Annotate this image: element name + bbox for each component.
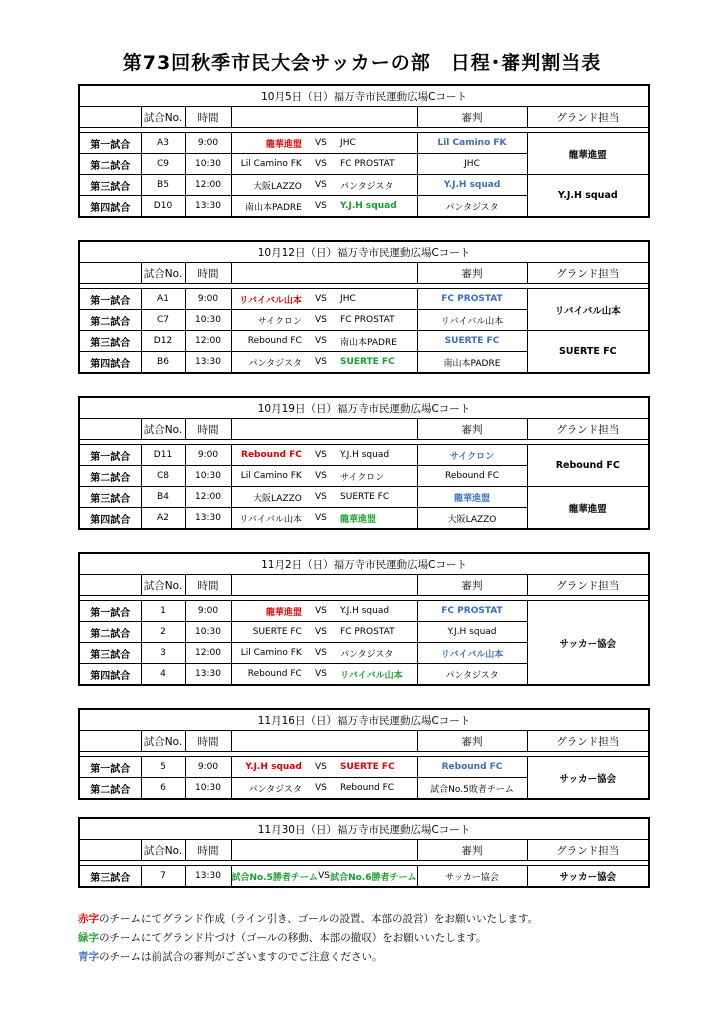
schedule-table bbox=[78, 708, 650, 800]
teams-cell bbox=[231, 133, 417, 154]
vs-label: VS bbox=[315, 648, 327, 658]
referee: FC PROSTAT bbox=[417, 601, 527, 622]
home-team: リバイバル山本 bbox=[239, 295, 302, 306]
header-blank bbox=[79, 575, 141, 596]
referee: パンタジスタ bbox=[417, 664, 527, 686]
ground-duty: リバイバル山本 bbox=[527, 289, 649, 331]
vs-label: VS bbox=[315, 336, 327, 346]
match-label: 第二試合 bbox=[79, 154, 141, 175]
teams-cell bbox=[231, 289, 417, 310]
home-team: 龍華進盟 bbox=[265, 607, 302, 618]
referee: サッカー協会 bbox=[417, 866, 527, 888]
note-key: 赤字 bbox=[78, 913, 99, 925]
home-team: 試合No.5勝者チーム bbox=[231, 872, 318, 883]
away-team: SUERTE FC bbox=[340, 492, 390, 502]
teams-cell bbox=[231, 508, 417, 530]
match-number: A2 bbox=[141, 508, 185, 530]
teams-cell bbox=[231, 310, 417, 331]
teams-cell bbox=[231, 778, 417, 800]
venue-header: 11月30日（日）福万寺市民運動広場Cコート bbox=[79, 818, 649, 840]
match-label: 第三試合 bbox=[79, 175, 141, 196]
referee: Rebound FC bbox=[417, 466, 527, 487]
match-label: 第二試合 bbox=[79, 310, 141, 331]
vs-label: VS bbox=[315, 471, 327, 481]
home-team: Rebound FC bbox=[247, 669, 302, 679]
away-team: サイクロン bbox=[340, 472, 385, 483]
match-label: 第一試合 bbox=[79, 289, 141, 310]
header-time: 時間 bbox=[185, 419, 231, 440]
referee: SUERTE FC bbox=[417, 331, 527, 352]
away-team: パンタジスタ bbox=[340, 181, 394, 192]
teams-cell bbox=[231, 352, 417, 374]
away-team: SUERTE FC bbox=[340, 762, 395, 772]
match-row bbox=[79, 331, 649, 352]
vs-label: VS bbox=[315, 492, 327, 502]
ground-duty: 龍華進盟 bbox=[527, 487, 649, 530]
header-teams bbox=[231, 419, 417, 440]
teams-cell bbox=[231, 154, 417, 175]
schedule-table bbox=[78, 552, 650, 686]
match-time: 12:00 bbox=[185, 643, 231, 664]
vs-label: VS bbox=[315, 315, 327, 325]
match-label: 第四試合 bbox=[79, 196, 141, 218]
header-time: 時間 bbox=[185, 840, 231, 861]
away-team: 試合No.6勝者チーム bbox=[330, 872, 417, 883]
header-match-no: 試合No. bbox=[141, 107, 185, 128]
match-label: 第三試合 bbox=[79, 866, 141, 888]
away-team: 龍華進盟 bbox=[340, 514, 377, 525]
ground-duty: サッカー協会 bbox=[527, 757, 649, 800]
match-number: D11 bbox=[141, 445, 185, 466]
match-time: 13:30 bbox=[185, 196, 231, 218]
vs-label: VS bbox=[315, 606, 327, 616]
teams-cell bbox=[231, 466, 417, 487]
ground-duty: Rebound FC bbox=[527, 445, 649, 487]
note-key: 青字 bbox=[78, 951, 99, 963]
match-label: 第一試合 bbox=[79, 445, 141, 466]
note-line bbox=[78, 948, 538, 967]
header-match-no: 試合No. bbox=[141, 840, 185, 861]
match-time: 13:30 bbox=[185, 508, 231, 530]
match-time: 10:30 bbox=[185, 466, 231, 487]
home-team: リバイバル山本 bbox=[239, 514, 302, 525]
match-number: 6 bbox=[141, 778, 185, 800]
header-ground: グランド担当 bbox=[527, 731, 649, 752]
referee: 龍華進盟 bbox=[417, 487, 527, 508]
note-text: のチームにてグランド作成（ライン引き、ゴールの設置、本部の設営）をお願いいたします。 bbox=[99, 913, 539, 925]
match-label: 第二試合 bbox=[79, 778, 141, 800]
match-time: 10:30 bbox=[185, 778, 231, 800]
match-number: B5 bbox=[141, 175, 185, 196]
referee: リバイバル山本 bbox=[417, 310, 527, 331]
header-ground: グランド担当 bbox=[527, 263, 649, 284]
referee: パンタジスタ bbox=[417, 196, 527, 218]
vs-label: VS bbox=[315, 180, 327, 190]
away-team: 南山本PADRE bbox=[340, 337, 397, 348]
ground-duty: サッカー協会 bbox=[527, 601, 649, 686]
match-time: 9:00 bbox=[185, 445, 231, 466]
home-team: 南山本PADRE bbox=[244, 202, 302, 213]
match-row bbox=[79, 757, 649, 778]
match-number: C9 bbox=[141, 154, 185, 175]
header-teams bbox=[231, 263, 417, 284]
referee: FC PROSTAT bbox=[417, 289, 527, 310]
match-label: 第一試合 bbox=[79, 601, 141, 622]
match-number: B4 bbox=[141, 487, 185, 508]
home-team: Lil Camino FK bbox=[240, 471, 302, 481]
header-time: 時間 bbox=[185, 731, 231, 752]
vs-label: VS bbox=[315, 294, 327, 304]
teams-cell bbox=[231, 757, 417, 778]
header-match-no: 試合No. bbox=[141, 419, 185, 440]
match-row bbox=[79, 487, 649, 508]
match-label: 第一試合 bbox=[79, 757, 141, 778]
match-number: 4 bbox=[141, 664, 185, 686]
header-match-no: 試合No. bbox=[141, 575, 185, 596]
venue-header: 10月5日（日）福万寺市民運動広場Cコート bbox=[79, 85, 649, 107]
teams-cell bbox=[231, 622, 417, 643]
match-number: A3 bbox=[141, 133, 185, 154]
venue-header: 10月12日（日）福万寺市民運動広場Cコート bbox=[79, 241, 649, 263]
match-number: 1 bbox=[141, 601, 185, 622]
ground-duty: Y.J.H squad bbox=[527, 175, 649, 218]
teams-cell bbox=[231, 196, 417, 218]
header-match-no: 試合No. bbox=[141, 263, 185, 284]
header-referee: 審判 bbox=[417, 575, 527, 596]
teams-cell bbox=[231, 331, 417, 352]
home-team: Rebound FC bbox=[241, 450, 302, 460]
header-time: 時間 bbox=[185, 107, 231, 128]
teams-cell bbox=[231, 601, 417, 622]
match-number: C7 bbox=[141, 310, 185, 331]
referee: Lil Camino FK bbox=[417, 133, 527, 154]
match-row bbox=[79, 445, 649, 466]
teams-cell bbox=[231, 487, 417, 508]
match-label: 第二試合 bbox=[79, 622, 141, 643]
home-team: パンタジスタ bbox=[248, 784, 302, 795]
match-time: 12:00 bbox=[185, 175, 231, 196]
header-teams bbox=[231, 575, 417, 596]
referee: 試合No.5敗者チーム bbox=[417, 778, 527, 800]
away-team: JHC bbox=[340, 294, 356, 304]
ground-duty: 龍華進盟 bbox=[527, 133, 649, 175]
schedule-table bbox=[78, 84, 650, 218]
vs-label: VS bbox=[315, 783, 327, 793]
header-blank bbox=[79, 263, 141, 284]
match-number: B6 bbox=[141, 352, 185, 374]
away-team: FC PROSTAT bbox=[340, 627, 395, 637]
match-number: D12 bbox=[141, 331, 185, 352]
match-row bbox=[79, 601, 649, 622]
vs-label: VS bbox=[315, 201, 327, 211]
note-line bbox=[78, 929, 538, 948]
teams-cell bbox=[231, 175, 417, 196]
match-time: 13:30 bbox=[185, 352, 231, 374]
referee: Y.J.H squad bbox=[417, 175, 527, 196]
venue-header: 10月19日（日）福万寺市民運動広場Cコート bbox=[79, 397, 649, 419]
match-time: 9:00 bbox=[185, 757, 231, 778]
match-time: 10:30 bbox=[185, 622, 231, 643]
match-row bbox=[79, 289, 649, 310]
away-team: パンタジスタ bbox=[340, 649, 394, 660]
away-team: リバイバル山本 bbox=[340, 670, 403, 681]
ground-duty: サッカー協会 bbox=[527, 866, 649, 888]
home-team: SUERTE FC bbox=[252, 627, 302, 637]
away-team: Y.J.H squad bbox=[340, 606, 390, 616]
header-blank bbox=[79, 419, 141, 440]
home-team: Rebound FC bbox=[247, 336, 302, 346]
home-team: 大阪LAZZO bbox=[253, 493, 302, 504]
header-blank bbox=[79, 107, 141, 128]
vs-label: VS bbox=[315, 357, 327, 367]
match-number: D10 bbox=[141, 196, 185, 218]
header-ground: グランド担当 bbox=[527, 575, 649, 596]
referee: JHC bbox=[417, 154, 527, 175]
vs-label: VS bbox=[315, 138, 327, 148]
header-teams bbox=[231, 840, 417, 861]
home-team: サイクロン bbox=[257, 316, 302, 327]
vs-label: VS bbox=[315, 159, 327, 169]
vs-label: VS bbox=[315, 762, 327, 772]
match-label: 第三試合 bbox=[79, 487, 141, 508]
match-label: 第四試合 bbox=[79, 508, 141, 530]
vs-label: VS bbox=[315, 627, 327, 637]
teams-cell bbox=[231, 445, 417, 466]
match-number: 3 bbox=[141, 643, 185, 664]
away-team: FC PROSTAT bbox=[340, 315, 395, 325]
away-team: JHC bbox=[340, 138, 356, 148]
match-row bbox=[79, 133, 649, 154]
away-team: Y.J.H squad bbox=[340, 201, 397, 211]
header-blank bbox=[79, 731, 141, 752]
home-team: Lil Camino FK bbox=[240, 159, 302, 169]
vs-label: VS bbox=[315, 669, 327, 679]
match-time: 9:00 bbox=[185, 133, 231, 154]
away-team: Y.J.H squad bbox=[340, 450, 390, 460]
venue-header: 11月2日（日）福万寺市民運動広場Cコート bbox=[79, 553, 649, 575]
referee: Y.J.H squad bbox=[417, 622, 527, 643]
home-team: 大阪LAZZO bbox=[253, 181, 302, 192]
header-time: 時間 bbox=[185, 575, 231, 596]
match-label: 第四試合 bbox=[79, 352, 141, 374]
match-time: 12:00 bbox=[185, 331, 231, 352]
match-number: 2 bbox=[141, 622, 185, 643]
vs-label: VS bbox=[315, 513, 327, 523]
away-team: Rebound FC bbox=[340, 783, 395, 793]
match-number: C8 bbox=[141, 466, 185, 487]
match-label: 第三試合 bbox=[79, 331, 141, 352]
away-team: FC PROSTAT bbox=[340, 159, 395, 169]
referee: 大阪LAZZO bbox=[417, 508, 527, 530]
vs-label: VS bbox=[318, 871, 330, 881]
teams-cell bbox=[231, 664, 417, 686]
header-referee: 審判 bbox=[417, 731, 527, 752]
ground-duty: SUERTE FC bbox=[527, 331, 649, 374]
teams-cell bbox=[231, 643, 417, 664]
header-referee: 審判 bbox=[417, 263, 527, 284]
referee: 南山本PADRE bbox=[417, 352, 527, 374]
schedule-table bbox=[78, 817, 650, 888]
away-team: SUERTE FC bbox=[340, 357, 395, 367]
teams-cell bbox=[231, 866, 417, 888]
schedule-table bbox=[78, 396, 650, 530]
note-line bbox=[78, 910, 538, 929]
home-team: 龍華進盟 bbox=[265, 139, 302, 150]
match-label: 第二試合 bbox=[79, 466, 141, 487]
match-time: 10:30 bbox=[185, 154, 231, 175]
header-ground: グランド担当 bbox=[527, 840, 649, 861]
header-blank bbox=[79, 840, 141, 861]
home-team: パンタジスタ bbox=[248, 358, 302, 369]
match-number: A1 bbox=[141, 289, 185, 310]
notes bbox=[78, 910, 538, 967]
match-time: 12:00 bbox=[185, 487, 231, 508]
vs-label: VS bbox=[315, 450, 327, 460]
header-match-no: 試合No. bbox=[141, 731, 185, 752]
match-label: 第三試合 bbox=[79, 643, 141, 664]
schedule-table bbox=[78, 240, 650, 374]
match-time: 13:30 bbox=[185, 866, 231, 888]
note-text: のチームは前試合の審判がございますのでご注意ください。 bbox=[99, 951, 383, 963]
header-ground: グランド担当 bbox=[527, 107, 649, 128]
note-key: 緑字 bbox=[78, 932, 99, 944]
header-teams bbox=[231, 107, 417, 128]
note-text: のチームにてグランド片づけ（ゴールの移動、本部の撤収）をお願いいたします。 bbox=[99, 932, 487, 944]
match-time: 10:30 bbox=[185, 310, 231, 331]
match-row bbox=[79, 175, 649, 196]
match-time: 9:00 bbox=[185, 289, 231, 310]
referee: リバイバル山本 bbox=[417, 643, 527, 664]
referee: Rebound FC bbox=[417, 757, 527, 778]
match-label: 第一試合 bbox=[79, 133, 141, 154]
home-team: Y.J.H squad bbox=[245, 762, 302, 772]
match-row bbox=[79, 866, 649, 888]
page-title: 第73回秋季市民大会サッカーの部 日程･審判割当表 bbox=[122, 52, 602, 74]
match-time: 9:00 bbox=[185, 601, 231, 622]
match-label: 第四試合 bbox=[79, 664, 141, 686]
header-referee: 審判 bbox=[417, 107, 527, 128]
header-referee: 審判 bbox=[417, 419, 527, 440]
home-team: Lil Camino FK bbox=[240, 648, 302, 658]
header-teams bbox=[231, 731, 417, 752]
match-number: 7 bbox=[141, 866, 185, 888]
header-ground: グランド担当 bbox=[527, 419, 649, 440]
venue-header: 11月16日（日）福万寺市民運動広場Cコート bbox=[79, 709, 649, 731]
match-number: 5 bbox=[141, 757, 185, 778]
header-time: 時間 bbox=[185, 263, 231, 284]
referee: サイクロン bbox=[417, 445, 527, 466]
match-time: 13:30 bbox=[185, 664, 231, 686]
header-referee: 審判 bbox=[417, 840, 527, 861]
